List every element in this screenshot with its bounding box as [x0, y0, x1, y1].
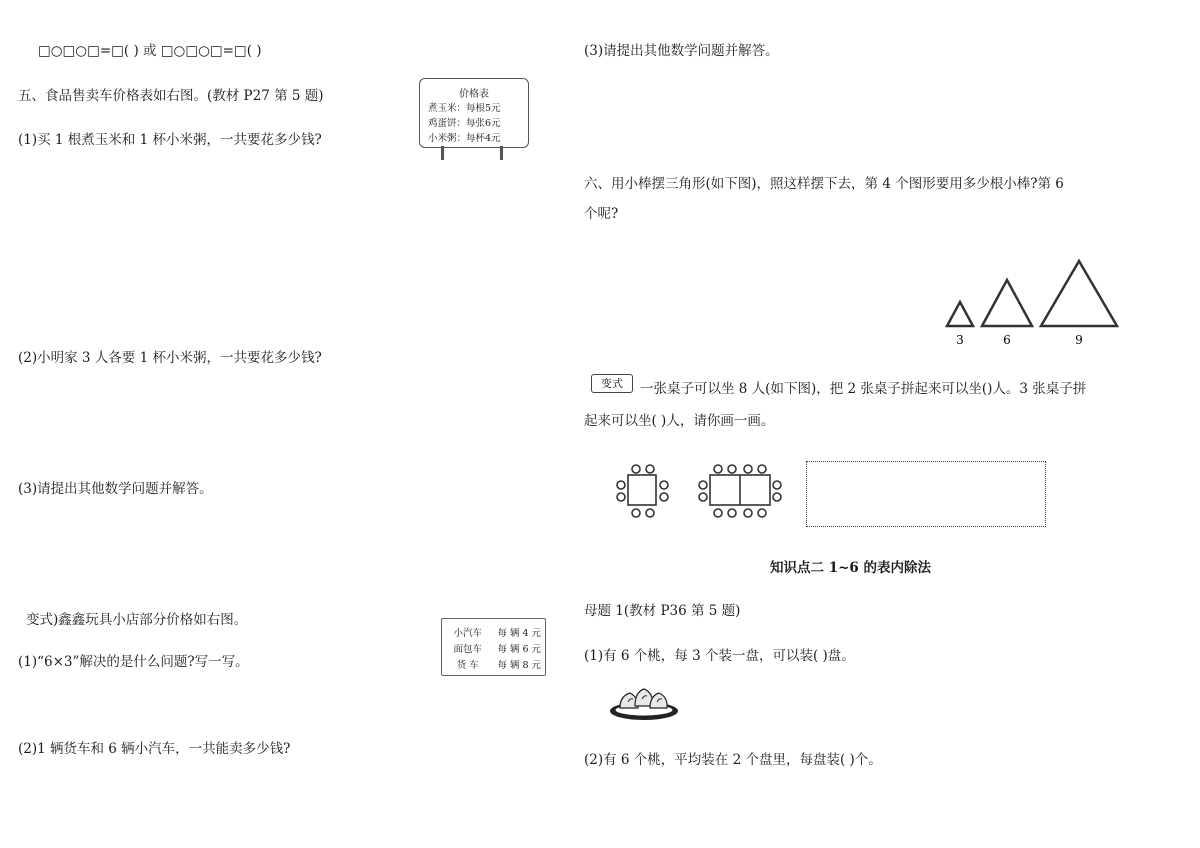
stick-triangles-figure: [940, 256, 1130, 348]
toy-price-table: [441, 618, 546, 676]
q5-part1: (1)买 1 根煮玉米和 1 杯小米粥，一共要花多少钱?: [18, 132, 322, 148]
variant-badge: 变式: [591, 374, 633, 393]
seat: [728, 509, 736, 517]
triangle-count-label: 3: [956, 333, 964, 347]
seat: [744, 465, 752, 473]
price-sign-title: 价格表: [459, 89, 489, 100]
variant-part1: (1)“6×3”解决的是什么问题?写一写。: [18, 654, 249, 670]
sign-leg-left: [441, 146, 444, 160]
toy-price-row: [442, 641, 545, 655]
seat: [617, 481, 625, 489]
price-sign-row: 鸡蛋饼：每张6元: [428, 118, 501, 129]
seat: [773, 481, 781, 489]
seat: [646, 465, 654, 473]
price-sign-row: 煮玉米：每根5元: [428, 103, 501, 114]
section-title: 知识点二 1~6 的表内除法: [770, 560, 931, 576]
toy-price: 每 辆 6 元: [497, 644, 542, 655]
tables-figure: [610, 460, 790, 526]
variant-title: 变式)鑫鑫玩具小店部分价格如右图。: [26, 612, 248, 628]
q6-line1: 六、用小棒摆三角形(如下图)，照这样摆下去，第 4 个图形要用多少根小棒?第 6: [584, 176, 1064, 192]
toy-price: 每 辆 4 元: [497, 628, 542, 639]
seat: [699, 481, 707, 489]
q5-title: 五、食品售卖车价格表如右图。(教材 P27 第 5 题): [18, 88, 324, 104]
table-variant-line2: 起来可以坐( )人，请你画一画。: [584, 413, 775, 429]
seat: [744, 509, 752, 517]
table-variant-line1: 一张桌子可以坐 8 人(如下图)，把 2 张桌子拼起来可以坐()人。3 张桌子拼: [640, 381, 1087, 397]
price-sign-row: 小米粥：每杯4元: [428, 133, 501, 144]
peach-plate-image: [606, 684, 682, 726]
seat: [773, 493, 781, 501]
mother-part1: (1)有 6 个桃，每 3 个装一盘，可以装( )盘。: [584, 648, 855, 664]
toy-price-row: [442, 625, 545, 639]
q5-part2: (2)小明家 3 人各要 1 杯小米粥，一共要花多少钱?: [18, 350, 322, 366]
seat: [758, 465, 766, 473]
formula-line: □○□○□=□( ) 或 □○□○□=□( ): [38, 43, 262, 59]
seat: [660, 481, 668, 489]
mother-part2: (2)有 6 个桃，平均装在 2 个盘里，每盘装( )个。: [584, 752, 882, 768]
toy-name: 面包车: [453, 644, 482, 655]
triangle-count-label: 6: [1003, 333, 1011, 347]
q5-part3: (3)请提出其他数学问题并解答。: [18, 481, 213, 497]
q6-line2: 个呢?: [584, 206, 619, 222]
variant-part2: (2)1 辆货车和 6 辆小汽车，一共能卖多少钱?: [18, 741, 291, 757]
single-table: [628, 475, 656, 505]
seat: [758, 509, 766, 517]
price-sign: [419, 78, 529, 148]
seat: [728, 465, 736, 473]
drawing-area[interactable]: [806, 461, 1046, 527]
seat: [660, 493, 668, 501]
toy-name: 货 车: [456, 660, 479, 671]
triangle-medium: [982, 280, 1032, 326]
right-part3: (3)请提出其他数学问题并解答。: [584, 43, 779, 59]
seat: [646, 509, 654, 517]
mother-title: 母题 1(教材 P36 第 5 题): [584, 603, 741, 619]
toy-price: 每 辆 8 元: [497, 660, 542, 671]
seat: [617, 493, 625, 501]
seat: [632, 465, 640, 473]
seat: [714, 509, 722, 517]
toy-price-row: [442, 657, 545, 671]
toy-name: 小汽车: [453, 628, 482, 639]
seat: [632, 509, 640, 517]
triangle-large: [1041, 261, 1117, 326]
seat: [699, 493, 707, 501]
seat: [714, 465, 722, 473]
triangle-count-label: 9: [1075, 333, 1083, 347]
sign-leg-right: [500, 146, 503, 160]
triangle-small: [947, 302, 973, 326]
